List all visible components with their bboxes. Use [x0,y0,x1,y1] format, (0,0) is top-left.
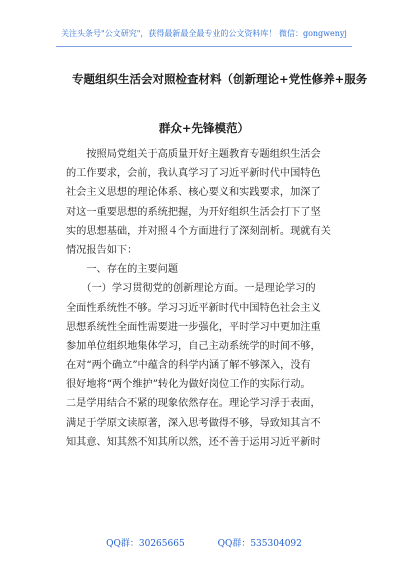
body-line: 的工作要求，会前，我认真学习了习近平新时代中国特色 [66,168,321,180]
body-line: 思想系统性全面性需要进一步强化，平时学习中更加注重 [66,321,321,333]
document-title-line-1: 专题组织生活会对照检查材料（创新理论+党性修养+服务 [72,72,368,86]
footer-qq-group-2: QQ群：535304092 [217,539,302,549]
footer-qq-group-1: QQ群：30265665 [106,539,185,549]
header-divider [56,46,352,47]
body-line: 很好地将“两个维护”转化为做好岗位工作的实际行动。 [66,379,311,391]
body-line: 全面性系统性不够。学习习近平新时代中国特色社会主义 [66,302,321,314]
body-line: 知其意、知其然不知其所以然，还不善于运用习近平新时 [66,436,321,448]
body-line: 满足于学原文读原著，深入思考做得不够，导致知其言不 [66,417,321,429]
body-line: 在对“两个确立”中蕴含的科学内涵了解不够深入，没有 [66,360,311,372]
body-line: 二是学用结合不紧的现象依然存在。理论学习浮于表面， [66,398,321,410]
footer [0,538,408,550]
header-note: 关注头条号"公文研究"，获得最新最全最专业的公文资料库！ 微信：gongwenyj [61,29,347,38]
body-line: 参加单位组织地集体学习，自己主动系统学的时间不够， [66,340,321,352]
body-line: 实的思想基础，并对照４个方面进行了深刻剖析。现就有关 [66,225,331,237]
document-title-line-2: 群众+先锋模范） [158,121,250,135]
body-line: 情况报告如下： [66,244,138,256]
body-line: （一）学习贯彻党的创新理论方面。一是理论学习的 [66,283,316,295]
body-line: 对这一重要思想的系统把握，为开好组织生活会打下了坚 [66,206,321,218]
section-heading: 一、存在的主要问题 [66,264,179,276]
body-line: 按照局党组关于高质量开好主题教育专题组织生活会 [66,149,321,160]
document-body [66,145,352,452]
body-line: 社会主义思想的理论体系、核心要义和实践要求，加深了 [66,187,321,199]
